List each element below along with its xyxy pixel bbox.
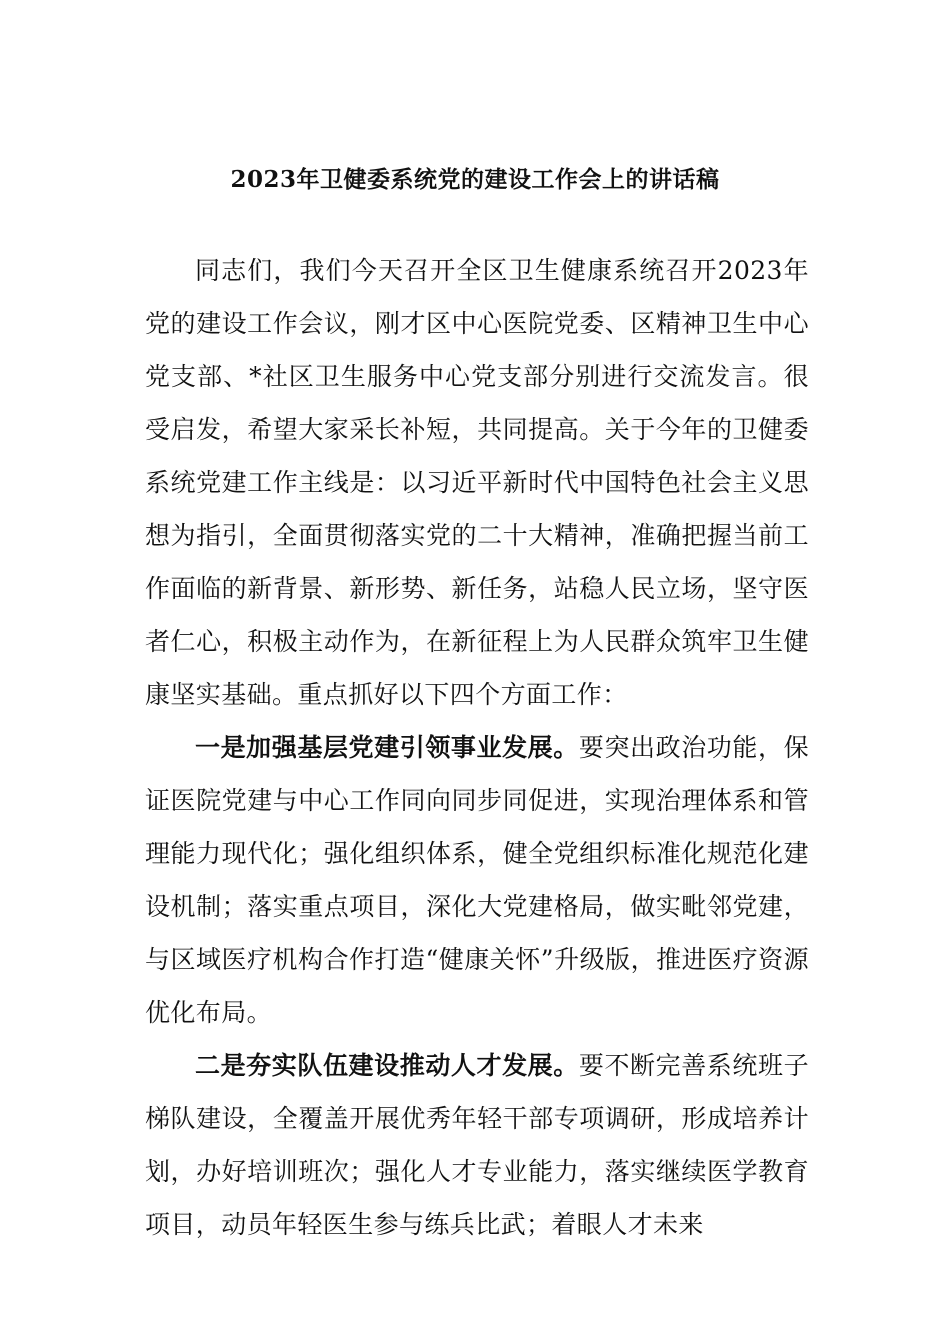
paragraph-lead: 一是加强基层党建引领事业发展。	[195, 733, 579, 762]
paragraph-point-two	[145, 1039, 809, 1251]
document-title: 2023年卫健委系统党的建设工作会上的讲话稿	[230, 166, 720, 193]
paragraph-text: 要不断完善系统班子梯队建设，全覆盖开展优秀年轻干部专项调研，形成培养计划，办好培训班次；强化人才专业能力，落实继续医学教育项目，动员年轻医生参与练兵比武；着眼人才未来	[145, 1051, 809, 1239]
paragraph-text: 要突出政治功能，保证医院党建与中心工作同向同步同促进，实现治理体系和管理能力现代化；强化组织体系，健全党组织标准化规范化建设机制；落实重点项目，深化大党建格局，做实毗邻党建，与区域医疗机构合作打造“健康关怀”升级版，推进医疗资源优化布局。	[145, 733, 809, 1027]
paragraph-intro	[145, 244, 809, 721]
document-body	[145, 244, 809, 1251]
paragraph-lead: 二是夯实队伍建设推动人才发展。	[195, 1051, 579, 1080]
paragraph-text: 同志们，我们今天召开全区卫生健康系统召开2023年党的建设工作会议，刚才区中心医院党委、区精神卫生中心党支部、*社区卫生服务中心党支部分别进行交流发言。很受启发，希望大家采长补短，共同提高。关于今年的卫健委系统党建工作主线是：以习近平新时代中国特色社会主义思想为指引，全面贯彻落实党的二十大精神，准确把握当前工作面临的新背景、新形势、新任务，站稳人民立场，坚守医者仁心，积极主动作为，在新征程上为人民群众筑牢卫生健康坚实基础。重点抓好以下四个方面工作：	[145, 256, 809, 709]
paragraph-point-one	[145, 721, 809, 1039]
